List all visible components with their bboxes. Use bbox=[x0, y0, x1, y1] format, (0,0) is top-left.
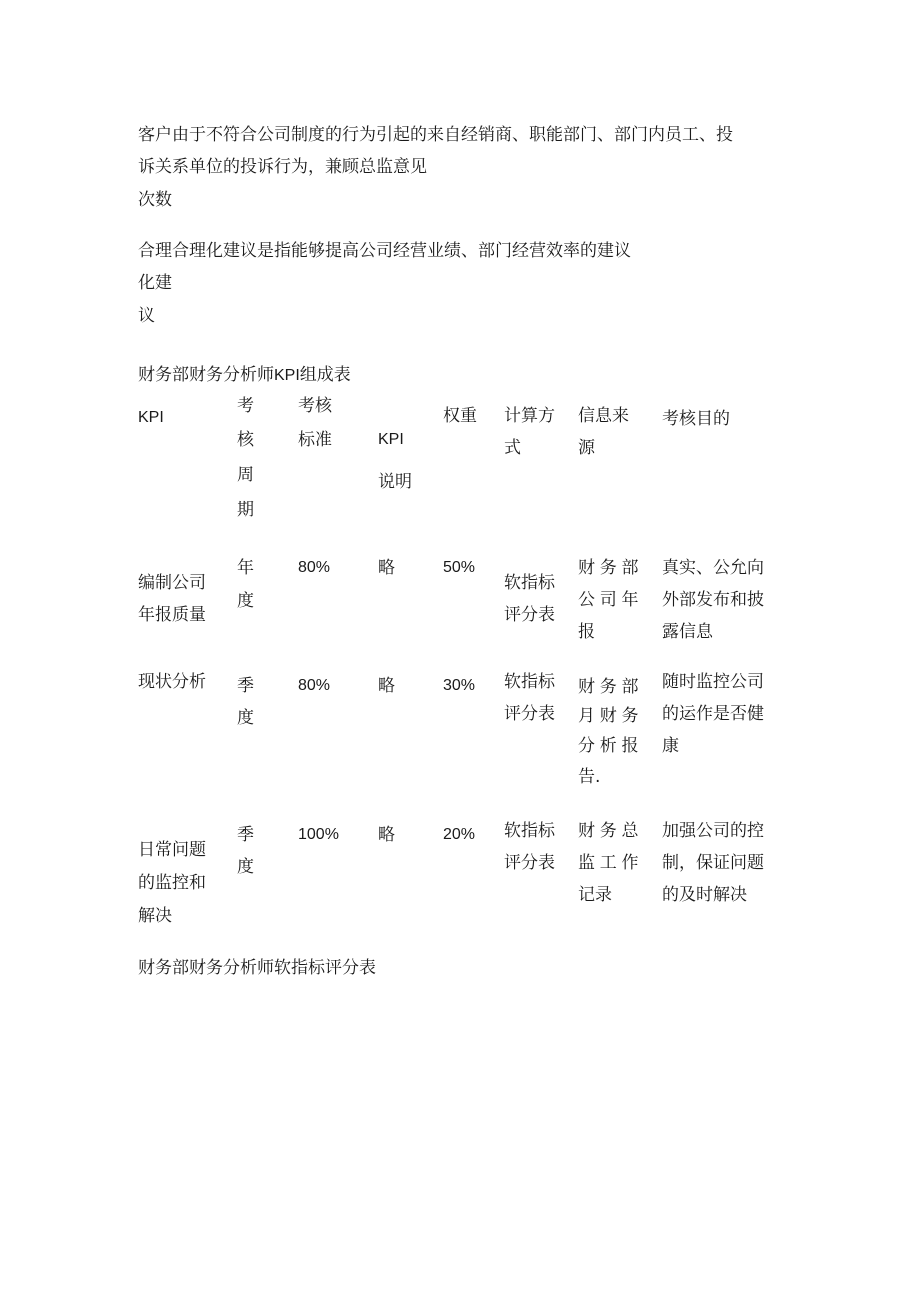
paragraph-1-line-3: 次数 bbox=[138, 190, 172, 210]
row2-standard: 80% bbox=[298, 677, 331, 694]
table-title-prefix: 财务部财务分析师 bbox=[138, 365, 274, 385]
row3-purpose-1: 加强公司的控 bbox=[662, 821, 764, 841]
row1-desc: 略 bbox=[378, 558, 395, 578]
header-period-1: 考 bbox=[237, 396, 254, 416]
row3-calc-1: 软指标 bbox=[504, 821, 555, 841]
row3-source-3: 记录 bbox=[578, 885, 612, 905]
row3-source-2: 监工作 bbox=[578, 853, 644, 873]
row2-source-2: 月财务 bbox=[578, 706, 644, 726]
row2-weight: 30% bbox=[443, 677, 476, 694]
table-title-suffix: 组成表 bbox=[299, 365, 351, 385]
row3-source-1: 财务总 bbox=[578, 821, 644, 841]
header-calc-1: 计算方 bbox=[504, 406, 555, 426]
row3-kpi-3: 解决 bbox=[138, 906, 172, 926]
row2-period-1: 季 bbox=[237, 676, 254, 696]
header-period-3: 周 bbox=[237, 465, 254, 485]
row3-kpi-2: 的监控和 bbox=[138, 873, 206, 893]
row3-period-2: 度 bbox=[237, 857, 254, 877]
header-standard-1: 考核 bbox=[298, 396, 332, 416]
row2-desc: 略 bbox=[378, 676, 395, 696]
row3-period-1: 季 bbox=[237, 825, 254, 845]
row1-source-3: 报 bbox=[578, 622, 595, 642]
header-standard-2: 标准 bbox=[298, 430, 332, 450]
paragraph-1-line-2: 诉关系单位的投诉行为，兼顾总监意见 bbox=[138, 157, 427, 177]
header-period-4: 期 bbox=[237, 500, 254, 520]
row1-purpose-3: 露信息 bbox=[662, 622, 713, 642]
row3-standard: 100% bbox=[298, 826, 339, 843]
paragraph-2-line-2: 化建 bbox=[138, 273, 172, 293]
row2-calc-1: 软指标 bbox=[504, 672, 555, 692]
row1-kpi-2: 年报质量 bbox=[138, 605, 206, 625]
row2-calc-2: 评分表 bbox=[504, 704, 555, 724]
row1-period-2: 度 bbox=[237, 591, 254, 611]
row3-weight: 20% bbox=[443, 826, 476, 843]
row1-period-1: 年 bbox=[237, 558, 254, 578]
row2-purpose-1: 随时监控公司 bbox=[662, 672, 764, 692]
row1-source-1: 财务部 bbox=[578, 558, 644, 578]
row1-calc-1: 软指标 bbox=[504, 573, 555, 593]
footer-title: 财务部财务分析师软指标评分表 bbox=[138, 958, 376, 978]
row2-purpose-3: 康 bbox=[662, 736, 679, 756]
header-weight: 权重 bbox=[443, 406, 477, 426]
table-title bbox=[138, 365, 351, 386]
row3-calc-2: 评分表 bbox=[504, 853, 555, 873]
row3-kpi-1: 日常问题 bbox=[138, 840, 206, 860]
row1-kpi-1: 编制公司 bbox=[138, 573, 206, 593]
paragraph-1-line-1: 客户由于不符合公司制度的行为引起的来自经销商、职能部门、部门内员工、投 bbox=[138, 125, 733, 145]
row1-source-2: 公司年 bbox=[578, 590, 644, 610]
header-purpose: 考核目的 bbox=[662, 409, 730, 429]
table-title-kpi: KPI bbox=[274, 367, 300, 384]
header-kpi: KPI bbox=[138, 409, 164, 426]
row2-source-3: 分析报 bbox=[578, 736, 644, 756]
header-desc-kpi: KPI bbox=[378, 431, 404, 448]
header-source-2: 源 bbox=[578, 438, 595, 458]
row3-desc: 略 bbox=[378, 825, 395, 845]
row3-purpose-3: 的及时解决 bbox=[662, 885, 747, 905]
row3-purpose-2: 制，保证问题 bbox=[662, 853, 764, 873]
header-period-2: 核 bbox=[237, 430, 254, 450]
row1-purpose-2: 外部发布和披 bbox=[662, 590, 764, 610]
row1-purpose-1: 真实、公允向 bbox=[662, 558, 764, 578]
paragraph-2-line-1: 合理合理化建议是指能够提高公司经营业绩、部门经营效率的建议 bbox=[138, 241, 631, 261]
header-calc-2: 式 bbox=[504, 438, 521, 458]
row2-kpi-1: 现状分析 bbox=[138, 672, 206, 692]
row1-calc-2: 评分表 bbox=[504, 605, 555, 625]
header-source-1: 信息来 bbox=[578, 406, 629, 426]
row1-standard: 80% bbox=[298, 559, 331, 576]
row2-source-1: 财务部 bbox=[578, 677, 644, 697]
row2-period-2: 度 bbox=[237, 708, 254, 728]
header-desc: 说明 bbox=[378, 472, 412, 492]
row2-source-4: 告. bbox=[578, 767, 601, 787]
row2-purpose-2: 的运作是否健 bbox=[662, 704, 764, 724]
row1-weight: 50% bbox=[443, 559, 476, 576]
paragraph-2-line-3: 议 bbox=[138, 306, 155, 326]
